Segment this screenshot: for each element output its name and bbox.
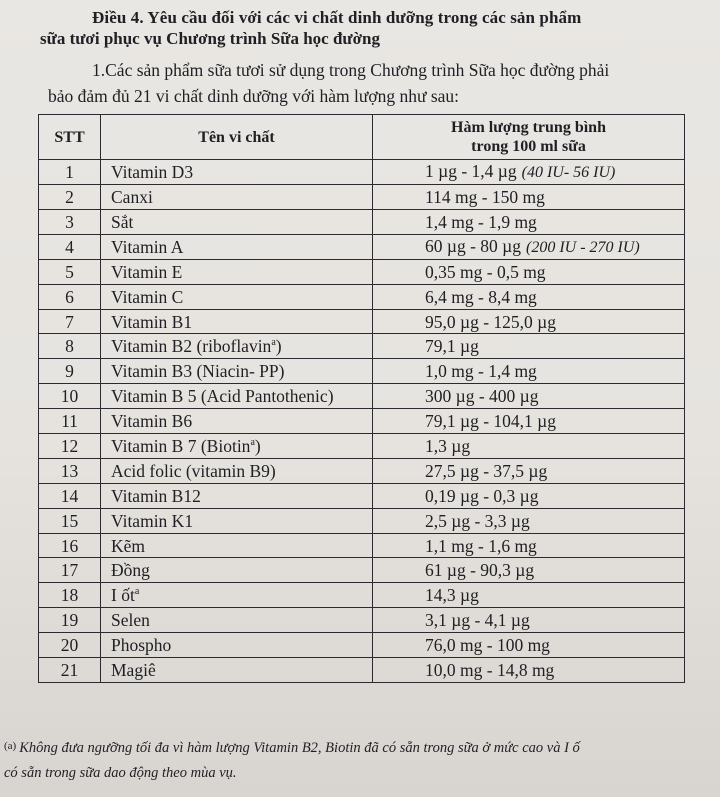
nutrient-name: Vitamin K1 — [111, 510, 194, 531]
table-row — [39, 608, 685, 633]
article-heading: Điều 4. Yêu cầu đối với các vi chất dinh dưỡng trong các sản phẩm — [92, 8, 582, 27]
content-value-cell — [373, 234, 685, 259]
nutrient-name: Selen — [111, 610, 150, 631]
nutrient-name-cell — [101, 658, 373, 683]
nutrient-name: I ốt — [111, 585, 135, 606]
content-value: 76,0 mg - 100 mg — [425, 635, 550, 656]
table-body — [39, 160, 685, 683]
stt-cell: 4 — [39, 234, 101, 259]
content-value-cell — [373, 558, 685, 583]
stt-cell: 17 — [39, 558, 101, 583]
footnote-ref: a — [271, 337, 276, 349]
stt-cell: 14 — [39, 483, 101, 508]
nutrient-name: Acid folic (vitamin B9) — [111, 460, 276, 481]
content-value-cell — [373, 658, 685, 683]
content-value: 6,4 mg - 8,4 mg — [425, 286, 537, 307]
nutrient-name: Vitamin E — [111, 261, 183, 282]
table-row — [39, 284, 685, 309]
content-value-cell — [373, 409, 685, 434]
content-value: 61 µg - 90,3 µg — [425, 560, 535, 581]
stt-cell: 6 — [39, 284, 101, 309]
micronutrient-table — [38, 114, 685, 683]
table-header-row — [39, 115, 685, 160]
table-row — [39, 409, 685, 434]
content-value-cell — [373, 359, 685, 384]
footnote-ref: a — [250, 437, 255, 449]
nutrient-name-suffix: ) — [254, 435, 261, 456]
table-row — [39, 508, 685, 533]
content-value: 60 µg - 80 µg — [425, 235, 521, 256]
nutrient-name-cell — [101, 608, 373, 633]
table-row — [39, 658, 685, 683]
nutrient-name: Kẽm — [111, 535, 146, 556]
table-row — [39, 259, 685, 284]
nutrient-name-cell — [101, 533, 373, 558]
header-content — [373, 115, 685, 160]
table-row — [39, 434, 685, 459]
table-row — [39, 533, 685, 558]
nutrient-name-cell — [101, 483, 373, 508]
footnote-mark: (a) — [4, 740, 17, 752]
nutrient-name-cell — [101, 209, 373, 234]
stt-cell: 12 — [39, 434, 101, 459]
stt-cell: 3 — [39, 209, 101, 234]
table-row — [39, 359, 685, 384]
stt-cell: 7 — [39, 309, 101, 334]
content-value-cell — [373, 583, 685, 608]
nutrient-name-cell — [101, 633, 373, 658]
content-value-cell — [373, 309, 685, 334]
content-value: 95,0 µg - 125,0 µg — [425, 311, 556, 332]
nutrient-name: Phospho — [111, 635, 172, 656]
content-value: 2,5 µg - 3,3 µg — [425, 510, 530, 531]
stt-cell: 18 — [39, 583, 101, 608]
paragraph-line-2: bảo đảm đủ 21 vi chất dinh dưỡng với hàm lượng như sau: — [48, 86, 460, 106]
table-row — [39, 583, 685, 608]
nutrient-name-suffix: ) — [275, 336, 282, 357]
table-row — [39, 384, 685, 409]
stt-cell: 13 — [39, 458, 101, 483]
content-value: 1,3 µg — [425, 435, 471, 456]
stt-cell: 5 — [39, 259, 101, 284]
table-row — [39, 558, 685, 583]
stt-cell: 19 — [39, 608, 101, 633]
content-value: 3,1 µg - 4,1 µg — [425, 610, 530, 631]
footnote-line-2: có sẵn trong sữa dao động theo mùa vụ. — [4, 765, 237, 781]
content-value-cell — [373, 259, 685, 284]
nutrient-name-cell — [101, 359, 373, 384]
iu-equivalent: (40 IU- 56 IU) — [521, 164, 616, 181]
nutrient-name: Đồng — [111, 560, 150, 581]
content-value: 27,5 µg - 37,5 µg — [425, 460, 548, 481]
table-row — [39, 160, 685, 185]
content-value-cell — [373, 483, 685, 508]
nutrient-name-cell — [101, 384, 373, 409]
content-value-cell — [373, 508, 685, 533]
content-value: 79,1 µg — [425, 336, 479, 357]
stt-cell: 16 — [39, 533, 101, 558]
nutrient-name: Canxi — [111, 186, 153, 207]
content-value: 114 mg - 150 mg — [425, 186, 545, 207]
nutrient-name-cell — [101, 334, 373, 359]
stt-cell: 20 — [39, 633, 101, 658]
article-heading-continued: sữa tươi phục vụ Chương trình Sữa học đường — [40, 29, 380, 48]
content-value-cell — [373, 160, 685, 185]
content-value-cell — [373, 633, 685, 658]
content-value-cell — [373, 533, 685, 558]
stt-cell: 15 — [39, 508, 101, 533]
nutrient-name: Vitamin B6 — [111, 411, 193, 432]
footnote-ref: a — [134, 586, 140, 598]
iu-equivalent: (200 IU - 270 IU) — [526, 238, 640, 256]
nutrient-name-cell — [101, 185, 373, 210]
content-value-cell — [373, 384, 685, 409]
nutrient-name-cell — [101, 458, 373, 483]
table-row — [39, 185, 685, 210]
content-value-cell — [373, 209, 685, 234]
content-value: 1,4 mg - 1,9 mg — [425, 211, 537, 232]
content-value-cell — [373, 185, 685, 210]
header-content-line-2: trong 100 ml sữa — [471, 138, 586, 155]
table-row — [39, 483, 685, 508]
nutrient-name: Sắt — [111, 211, 134, 232]
content-value: 1 µg - 1,4 µg — [425, 161, 517, 181]
table-row — [39, 309, 685, 334]
nutrient-name: Vitamin C — [111, 286, 184, 307]
nutrient-name: Vitamin B 7 (Biotin — [111, 435, 251, 456]
content-value: 1,0 mg - 1,4 mg — [425, 361, 537, 382]
nutrient-name-cell — [101, 160, 373, 185]
nutrient-name-cell — [101, 508, 373, 533]
header-content-line-1: Hàm lượng trung bình — [451, 119, 606, 136]
stt-cell: 2 — [39, 185, 101, 210]
table-row — [39, 334, 685, 359]
table-row — [39, 458, 685, 483]
nutrient-name-cell — [101, 309, 373, 334]
content-value: 0,35 mg - 0,5 mg — [425, 261, 546, 282]
nutrient-name-cell — [101, 234, 373, 259]
nutrient-name-cell — [101, 583, 373, 608]
table-row — [39, 234, 685, 259]
content-value-cell — [373, 434, 685, 459]
nutrient-name: Vitamin B3 (Niacin- PP) — [111, 361, 285, 382]
content-value-cell — [373, 334, 685, 359]
nutrient-name-cell — [101, 558, 373, 583]
content-value: 14,3 µg — [425, 585, 479, 606]
content-value: 10,0 mg - 14,8 mg — [425, 659, 555, 680]
header-stt: STT — [39, 115, 101, 160]
nutrient-name: Vitamin D3 — [111, 162, 194, 182]
table-row — [39, 633, 685, 658]
nutrient-name: Vitamin B12 — [111, 485, 201, 506]
footnote-text: Không đưa ngưỡng tối đa vì hàm lượng Vitamin B2, Biotin đã có sẵn trong sữa ở mức cao và I ố — [19, 740, 580, 756]
content-value-cell — [373, 608, 685, 633]
content-value: 1,1 mg - 1,6 mg — [425, 535, 537, 556]
nutrient-name: Vitamin A — [111, 236, 184, 257]
stt-cell: 1 — [39, 160, 101, 185]
stt-cell: 21 — [39, 658, 101, 683]
nutrient-name: Vitamin B1 — [111, 311, 193, 332]
footnote-line-1 — [4, 740, 720, 757]
content-value-cell — [373, 458, 685, 483]
stt-cell: 10 — [39, 384, 101, 409]
nutrient-name-cell — [101, 434, 373, 459]
content-value: 300 µg - 400 µg — [425, 386, 539, 407]
nutrient-name-cell — [101, 409, 373, 434]
nutrient-name-cell — [101, 284, 373, 309]
content-value-cell — [373, 284, 685, 309]
stt-cell: 9 — [39, 359, 101, 384]
stt-cell: 11 — [39, 409, 101, 434]
nutrient-name: Vitamin B 5 (Acid Pantothenic) — [111, 386, 334, 407]
nutrient-name-cell — [101, 259, 373, 284]
paragraph-line-1: 1.Các sản phẩm sữa tươi sử dụng trong Chương trình Sữa học đường phải — [92, 60, 610, 80]
nutrient-name: Vitamin B2 (riboflavin — [111, 336, 272, 357]
header-name: Tên vi chất — [101, 115, 373, 160]
nutrient-name: Magiê — [111, 659, 156, 680]
content-value: 0,19 µg - 0,3 µg — [425, 485, 539, 506]
table-row — [39, 209, 685, 234]
content-value: 79,1 µg - 104,1 µg — [425, 411, 556, 432]
stt-cell: 8 — [39, 334, 101, 359]
